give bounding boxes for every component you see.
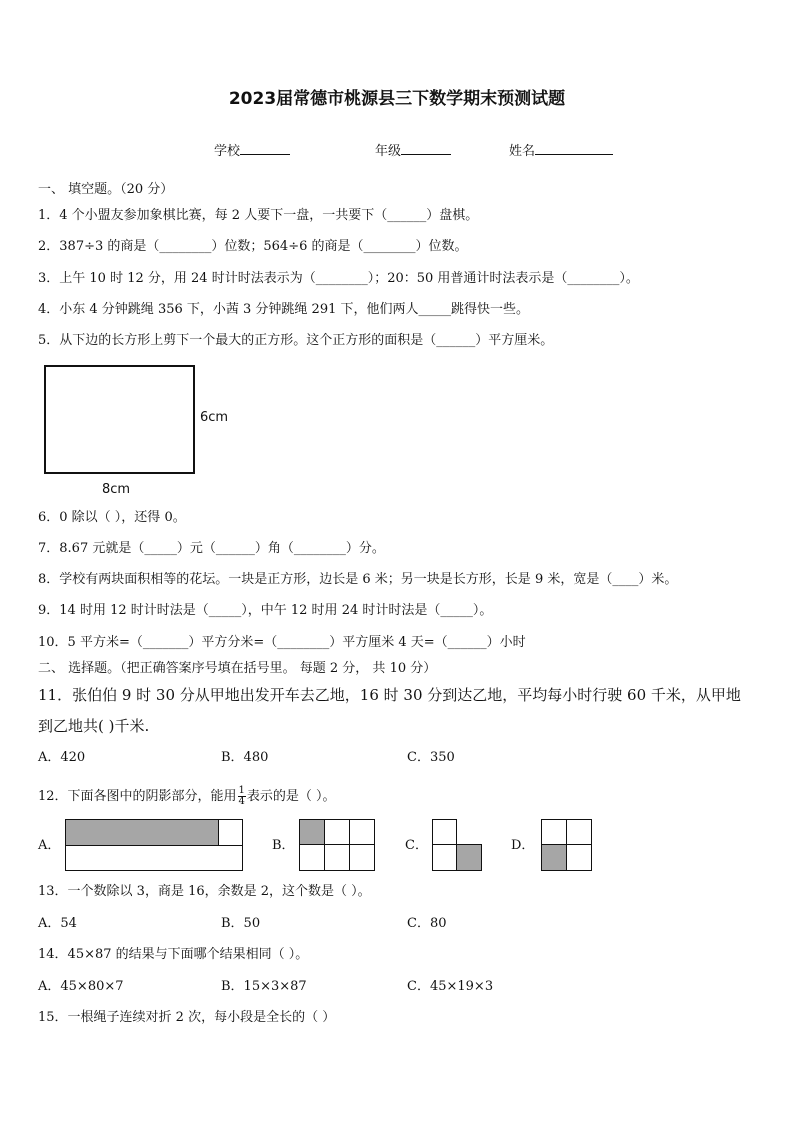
figure-b-cell: [324, 819, 350, 845]
one-quarter-fraction: [238, 786, 246, 807]
question-14: 14．45×87 的结果与下面哪个结果相同（ ）。: [38, 947, 309, 962]
q12-suffix: 表示的是（ ）。: [246, 789, 336, 804]
page-title: 2023届常德市桃源县三下数学期末预测试题: [228, 89, 566, 109]
name-blank: [535, 142, 613, 155]
q13-option-a: A．54: [38, 916, 77, 931]
width-label: 8cm: [102, 482, 131, 497]
q11-option-c: C．350: [407, 750, 455, 765]
figure-d-cell: [541, 844, 567, 871]
q11-option-a: A．420: [38, 750, 86, 765]
figure-b-cell: [324, 844, 350, 871]
q12-prefix: 12．下面各图中的阴影部分，能用: [38, 789, 237, 804]
figure-b-cell: [299, 819, 325, 845]
school-field: [214, 142, 290, 160]
name-label: 姓名: [509, 144, 536, 159]
figure-b-cell: [349, 844, 375, 871]
question-6: 6．0 除以（ ），还得 0。: [38, 510, 186, 525]
school-label: 学校: [214, 144, 241, 159]
figure-b-cell: [349, 819, 375, 845]
question-3: 3．上午 10 时 12 分，用 24 时计时法表示为（________）；20：50 用普通计时法表示是（________）。: [38, 271, 639, 286]
q14-option-b: B．15×3×87: [221, 979, 307, 994]
question-9: 9．14 时用 12 时计时法是（_____），中午 12 时用 24 时计时法是（_____）。: [38, 603, 493, 618]
figure-c-cell: [432, 819, 457, 845]
grade-blank: [401, 142, 451, 155]
figure-c-cell: [432, 844, 457, 871]
grade-field: [375, 142, 451, 160]
q12-label-c: C．: [405, 838, 428, 853]
figure-b-cell: [299, 844, 325, 871]
figure-d-cell: [566, 819, 592, 845]
rectangle-figure: [44, 365, 195, 474]
question-15: 15．一根绳子连续对折 2 次，每小段是全长的（ ）: [38, 1010, 336, 1025]
figure-a-cell: [65, 845, 243, 871]
figure-a-cell: [218, 819, 243, 846]
q13-option-b: B．50: [221, 916, 261, 931]
question-10: 10．5 平方米=（_______）平方分米=（________）平方厘米 4 天=（______）小时: [38, 635, 526, 650]
name-field: [509, 142, 613, 160]
question-8: 8．学校有两块面积相等的花坛。一块是正方形，边长是 6 米；另一块是长方形，长是 9 米，宽是（____）米。: [38, 572, 678, 587]
section1-heading: 一、 填空题。（20 分）: [38, 182, 174, 197]
school-blank: [240, 142, 290, 155]
figure-a-cell: [65, 819, 219, 846]
fraction-denominator: 4: [238, 796, 245, 807]
q14-option-a: A．45×80×7: [38, 979, 124, 994]
q12-label-d: D．: [511, 838, 535, 853]
q11-option-b: B．480: [221, 750, 269, 765]
q12-label-a: A．: [38, 838, 61, 853]
question-2: 2．387÷3 的商是（________）位数；564÷6 的商是（________）位数。: [38, 239, 468, 254]
question-12: [38, 786, 336, 807]
question-11-line2: 到乙地共( )千米.: [38, 717, 150, 735]
fraction-numerator: 1: [238, 785, 245, 796]
question-7: 7．8.67 元就是（_____）元（______）角（________）分。: [38, 541, 385, 556]
figure-c-cell: [456, 844, 482, 871]
q13-option-c: C．80: [407, 916, 447, 931]
section2-heading: 二、 选择题。（把正确答案序号填在括号里。 每题 2 分， 共 10 分）: [38, 661, 437, 676]
figure-d-cell: [566, 844, 592, 871]
figure-d-cell: [541, 819, 567, 845]
question-1: 1．4 个小盟友参加象棋比赛，每 2 人要下一盘，一共要下（______）盘棋。: [38, 208, 479, 223]
q14-option-c: C．45×19×3: [407, 979, 494, 994]
grade-label: 年级: [375, 144, 402, 159]
height-label: 6cm: [200, 410, 229, 425]
question-4: 4．小东 4 分钟跳绳 356 下，小茜 3 分钟跳绳 291 下，他们两人_____跳得快一些。: [38, 302, 529, 317]
question-11-line1: 11．张伯伯 9 时 30 分从甲地出发开车去乙地，16 时 30 分到达乙地，平均每小时行驶 60 千米，从甲地: [38, 686, 741, 704]
question-13: 13．一个数除以 3，商是 16，余数是 2，这个数是（ ）。: [38, 884, 371, 899]
q12-label-b: B．: [272, 838, 295, 853]
question-5: 5．从下边的长方形上剪下一个最大的正方形。这个正方形的面积是（______）平方厘米。: [38, 333, 554, 348]
